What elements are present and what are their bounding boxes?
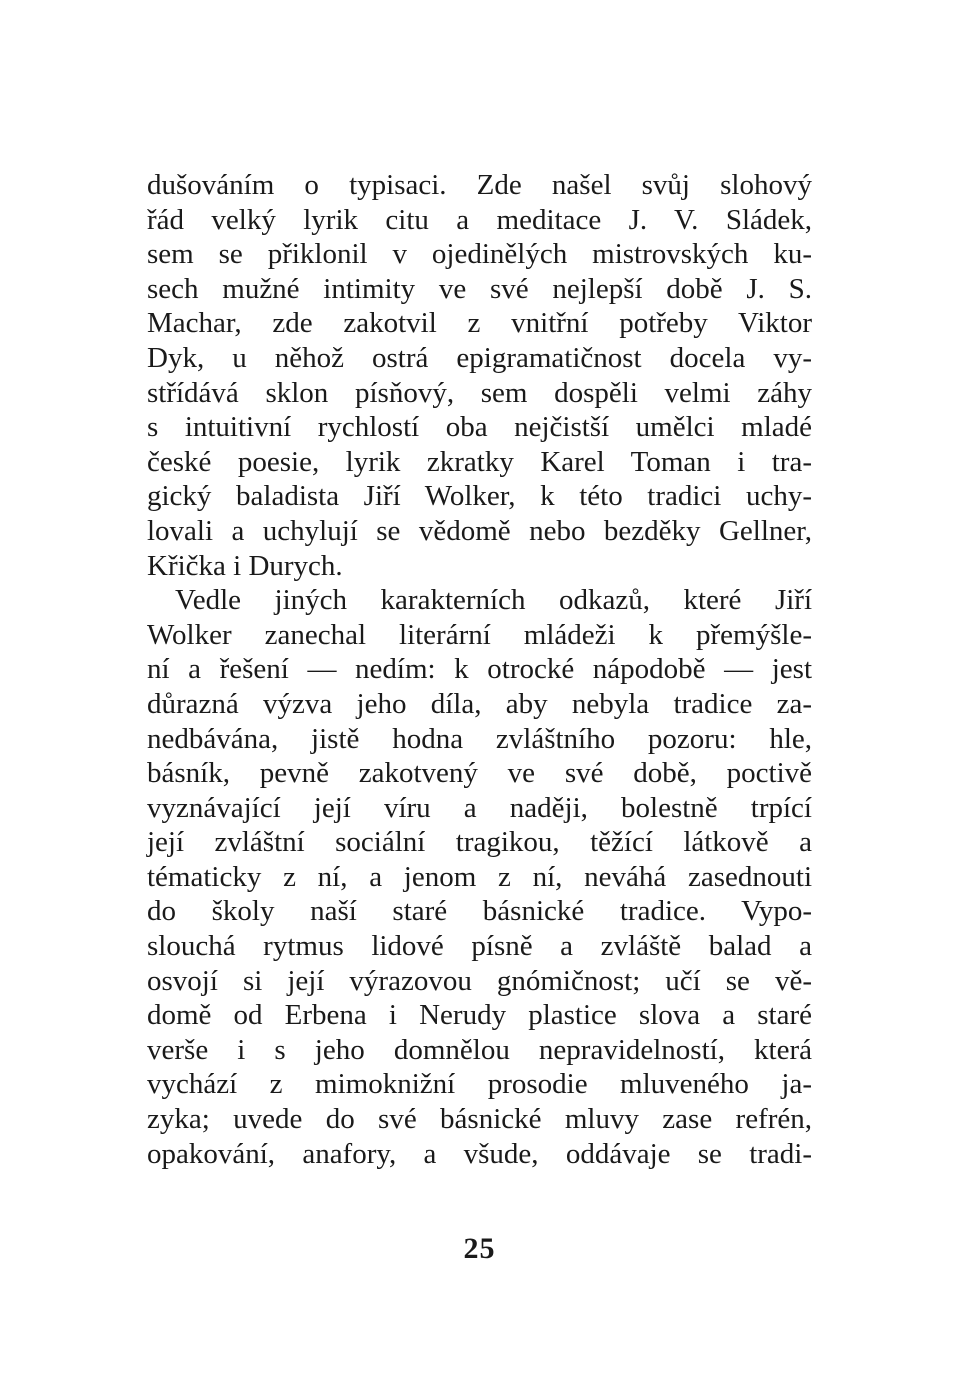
text-line: domě od Erbena i Nerudy plastice slova a staré: [147, 999, 812, 1032]
text-line: sem se přiklonil v ojedinělých mistrovských ku-: [147, 238, 812, 271]
text-line: s intuitivní rychlostí oba nejčistší umělci mladé: [147, 411, 812, 444]
text-line: sech mužné intimity ve své nejlepší době J. S.: [147, 272, 812, 305]
text-line: gický baladista Jiří Wolker, k této tradici uchy-: [147, 480, 812, 513]
paragraph-start-line: Vedle jiných karakterních odkazů, které Jiří: [175, 584, 812, 617]
text-line: vyznávající její víru a naději, bolestně trpící: [147, 791, 812, 824]
text-line: její zvláštní sociální tragikou, těžící látkově a: [147, 826, 812, 859]
text-line: řád velký lyrik citu a meditace J. V. Sládek,: [147, 203, 812, 236]
text-line: dušováním o typisaci. Zde našel svůj slohový: [147, 169, 812, 201]
text-line: zyka; uvede do své básnické mluvy zase refrén,: [147, 1103, 812, 1136]
text-line: slouchá rytmus lidové písně a zvláště balad a: [147, 930, 812, 963]
page-number: 25: [463, 1232, 496, 1265]
text-line: básník, pevně zakotvený ve své době, poctivě: [147, 757, 812, 790]
text-line: verše i s jeho domnělou nepravidelností, která: [147, 1033, 812, 1066]
text-line: osvojí si její výrazovou gnómičnost; učí se vě-: [147, 964, 812, 997]
text-line: lovali a uchylují se vědomě nebo bezděky Gellner,: [147, 514, 812, 547]
text-line: Machar, zde zakotvil z vnitřní potřeby Viktor: [147, 307, 812, 340]
paragraph-end-line: Křička i Durych.: [147, 549, 343, 582]
text-line: tématicky z ní, a jenom z ní, neváhá zasednouti: [147, 860, 812, 893]
text-line: do školy naší staré básnické tradice. Vypo-: [147, 895, 812, 928]
text-line: nedbávána, jistě hodna zvláštního pozoru: hle,: [147, 722, 812, 755]
text-line: ní a řešení — nedím: k otrocké nápodobě — jest: [147, 653, 812, 686]
text-line: střídává sklon písňový, sem dospěli velmi záhy: [147, 376, 812, 409]
text-line: vychází z mimoknižní prosodie mluveného ja-: [147, 1068, 812, 1101]
text-line: opakování, anafory, a všude, oddávaje se tradi-: [147, 1137, 812, 1170]
text-line: Wolker zanechal literární mládeži k přemýšle-: [147, 618, 812, 651]
text-line: důrazná výzva jeho díla, aby nebyla tradice za-: [147, 687, 812, 720]
text-line: Dyk, u něhož ostrá epigramatičnost docela vy-: [147, 341, 812, 374]
body-text: [147, 168, 812, 1171]
text-line: české poesie, lyrik zkratky Karel Toman i tra-: [147, 445, 812, 478]
